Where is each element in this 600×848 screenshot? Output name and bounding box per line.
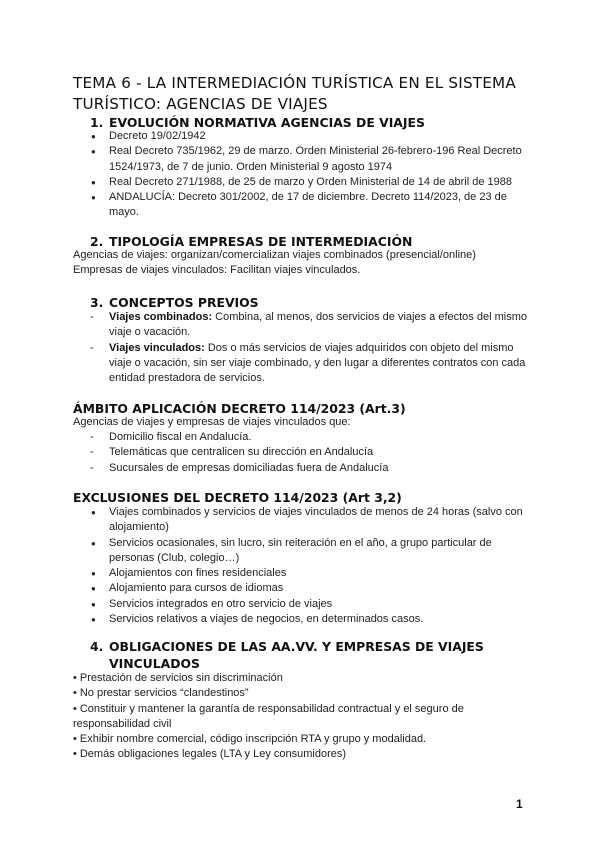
list-item: ● Servicios ocasionales, sin lucro, sin reiteración en el año, a grupo particular de personas (Club, colegio…) [91,536,531,567]
section-4-heading [90,638,489,672]
ambito-heading: ÁMBITO APLICACIÓN DECRETO 114/2023 (Art.3) [73,401,406,416]
section-4-title: OBLIGACIONES DE LAS AA.VV. Y EMPRESAS DE VIAJES VINCULADOS [109,639,484,671]
term: Viajes vinculados: [109,341,205,354]
list-item: ● Servicios relativos a viajes de negocios, en determinados casos. [91,612,531,627]
document-title: TEMA 6 - LA INTERMEDIACIÓN TURÍSTICA EN EL SISTEMA TURÍSTICO: AGENCIAS DE VIAJES [73,74,516,113]
exclusiones-heading: EXCLUSIONES DEL DECRETO 114/2023 (Art 3,2) [73,490,402,505]
list-item: • Prestación de servicios sin discriminación [73,671,543,686]
definition: Dos o más servicios de viajes adquiridos con objeto del mismo viaje o vacación, sin ser viaje combinado, y den lugar a diferentes contratos con cada entidad prestadora de servicios. [109,341,526,385]
list-item: ● Alojamiento para cursos de idiomas [91,581,531,596]
list-item: ● Servicios integrados en otro servicio de viajes [91,597,531,612]
section-1-title: EVOLUCIÓN NORMATIVA AGENCIAS DE VIAJES [109,115,425,130]
list-item: ● Viajes combinados y servicios de viajes vinculados de menos de 24 horas (salvo con alojamiento) [91,505,531,536]
section-2-number: 2. [90,234,104,249]
list-item: ● Decreto 19/02/1942 [91,129,531,144]
paragraph-line: Agencias de viajes: organizan/comercializan viajes combinados (presencial/online) [73,249,476,261]
list-item: • Exhibir nombre comercial, código inscripción RTA y grupo y modalidad. [73,732,543,747]
list-item: ● Alojamientos con fines residenciales [91,566,531,581]
definition: Combina, al menos, dos servicios de viajes a efectos del mismo viaje o vacación. [109,311,527,339]
section-2-title: TIPOLOGÍA EMPRESAS DE INTERMEDIACIÓN [109,234,413,249]
section-3-list [90,310,530,386]
list-item: • No prestar servicios “clandestinos” [73,686,543,701]
list-item: ● ANDALUCÍA: Decreto 301/2002, de 17 de diciembre. Decreto 114/2023, de 23 de mayo. [91,190,531,221]
section-4-number: 4. [90,639,104,654]
section-1-list [91,129,531,221]
exclusiones-list [91,505,531,627]
list-item: - Sucursales de empresas domiciliadas fuera de Andalucía [90,461,530,476]
paragraph-line: Empresas de viajes vinculados: Facilitan viajes vinculados. [73,264,361,277]
section-4-list [73,671,543,763]
section-3-number: 3. [90,295,104,310]
list-item: - Domicilio fiscal en Andalucía. [90,430,530,445]
page-number: 1 [516,797,523,811]
list-item: • Constituir y mantener la garantía de responsabilidad contractual y el seguro de responsabilidad civil [73,702,543,733]
list-item: ● Real Decreto 271/1988, de 25 de marzo y Orden Ministerial de 14 de abril de 1988 [91,175,531,190]
ambito-list [90,430,530,476]
section-3-heading [90,294,490,311]
list-item: - Telemáticas que centralicen su dirección en Andalucía [90,445,530,460]
section-1-number: 1. [90,115,104,130]
list-item: • Demás obligaciones legales (LTA y Ley consumidores) [73,747,543,762]
list-item [90,341,530,387]
term: Viajes combinados: [109,311,213,323]
list-item [90,310,530,341]
section-2-body [73,248,543,279]
ambito-intro: Agencias de viajes y empresas de viajes vinculados que: [73,416,351,428]
section-3-title: CONCEPTOS PREVIOS [109,295,259,310]
list-item: ● Real Decreto 735/1962, 29 de marzo. Orden Ministerial 26-febrero-196 Real Decreto 1524/1973, de 7 de junio. Orden Ministerial 9 agosto 1974 [91,144,531,175]
